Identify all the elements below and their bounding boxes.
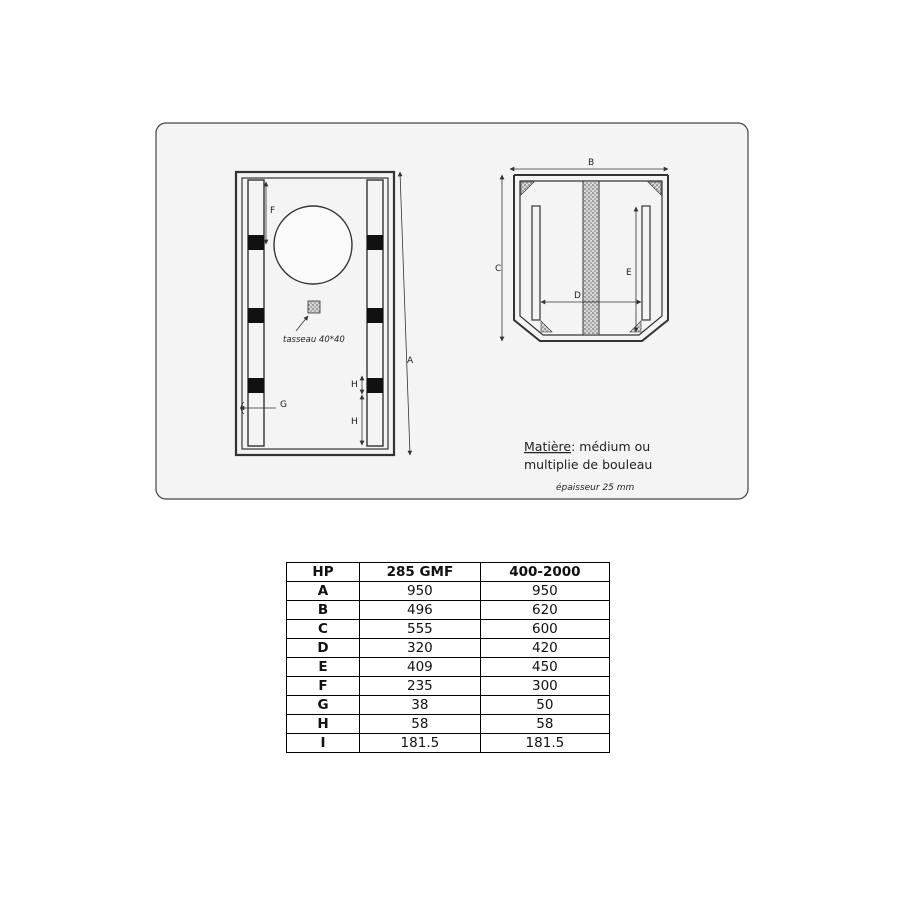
header-285-gmf: 285 GMF	[360, 563, 481, 582]
brace-block	[367, 235, 383, 250]
row-value-400: 300	[480, 677, 609, 696]
dim-label-c: C	[495, 264, 502, 274]
row-value-400: 450	[480, 658, 609, 677]
dim-label-a: A	[407, 356, 414, 366]
row-key: A	[287, 582, 360, 601]
table-row	[287, 620, 610, 639]
row-value-285: 181.5	[360, 734, 481, 753]
row-value-285: 58	[360, 715, 481, 734]
table-row	[287, 582, 610, 601]
brace-block	[248, 308, 264, 323]
dim-label-g: G	[280, 400, 287, 410]
row-value-400: 181.5	[480, 734, 609, 753]
row-value-285: 38	[360, 696, 481, 715]
brace-block	[248, 378, 264, 393]
brace-block	[248, 235, 264, 250]
svg-text:Matière: médium ou	[524, 439, 650, 454]
row-value-400: 58	[480, 715, 609, 734]
row-value-400: 50	[480, 696, 609, 715]
table-row	[287, 601, 610, 620]
table-row	[287, 715, 610, 734]
tasseau-label: tasseau 40*40	[283, 335, 345, 345]
row-value-400: 950	[480, 582, 609, 601]
table-header-row	[287, 563, 610, 582]
dim-label-f: F	[270, 206, 276, 216]
dimensions-table	[286, 562, 610, 753]
row-value-285: 555	[360, 620, 481, 639]
row-value-285: 235	[360, 677, 481, 696]
table-row	[287, 677, 610, 696]
table-row	[287, 639, 610, 658]
dim-label-e: E	[626, 268, 632, 278]
row-key: H	[287, 715, 360, 734]
speaker-cutout	[274, 206, 352, 284]
header-hp: HP	[287, 563, 360, 582]
tasseau-square	[308, 301, 320, 313]
dim-label-d: D	[574, 291, 581, 301]
row-value-400: 600	[480, 620, 609, 639]
thickness-note: épaisseur 25 mm	[556, 483, 635, 493]
material-line2: multiplie de bouleau	[524, 457, 653, 472]
header-400-2000: 400-2000	[480, 563, 609, 582]
row-value-400: 620	[480, 601, 609, 620]
material-line1: : médium ou	[571, 439, 651, 454]
row-key: E	[287, 658, 360, 677]
row-key: B	[287, 601, 360, 620]
row-key: G	[287, 696, 360, 715]
row-value-285: 950	[360, 582, 481, 601]
brace-block	[367, 308, 383, 323]
table-row	[287, 734, 610, 753]
dim-label-h-upper: H	[351, 380, 358, 390]
row-value-285: 409	[360, 658, 481, 677]
row-key: D	[287, 639, 360, 658]
table-row	[287, 696, 610, 715]
row-value-285: 320	[360, 639, 481, 658]
table-row	[287, 658, 610, 677]
drawing-frame	[156, 123, 748, 499]
row-key: F	[287, 677, 360, 696]
center-brace	[583, 181, 599, 335]
row-value-285: 496	[360, 601, 481, 620]
dim-label-b: B	[588, 158, 595, 168]
row-value-400: 420	[480, 639, 609, 658]
material-title: Matière	[524, 439, 572, 454]
dim-label-h-lower: H	[351, 417, 358, 427]
row-key: I	[287, 734, 360, 753]
row-key: C	[287, 620, 360, 639]
brace-block	[367, 378, 383, 393]
